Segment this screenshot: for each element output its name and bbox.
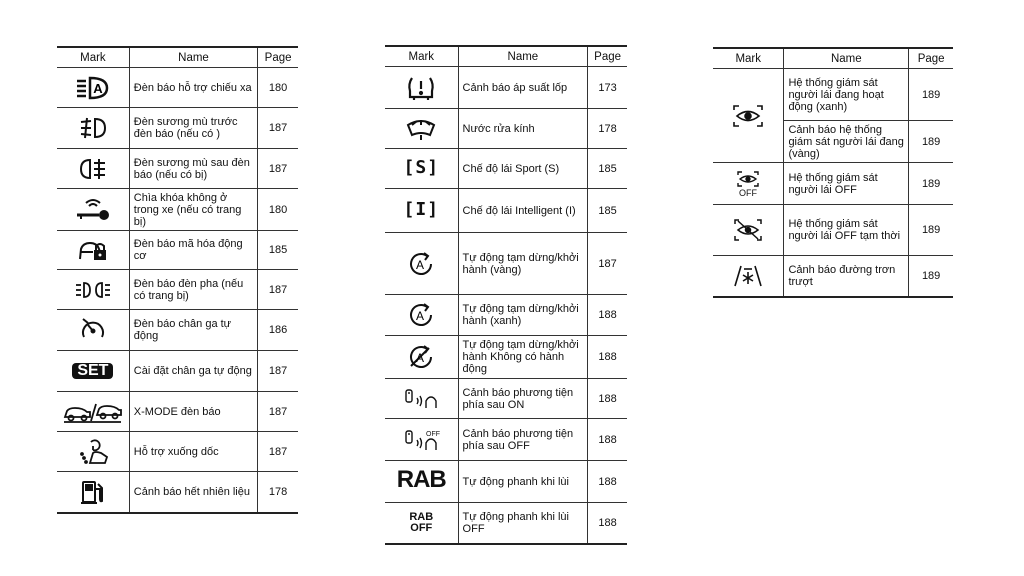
- table-row: [385, 419, 627, 461]
- table-cell-name: Cảnh báo áp suất lốp: [458, 67, 588, 109]
- table-cell-name: Đèn báo chân ga tự động: [129, 310, 257, 351]
- svg-text:A: A: [93, 80, 103, 96]
- table-row: [57, 270, 298, 310]
- table-cell-name: Tự động phanh khi lùi OFF: [458, 503, 588, 544]
- table-header: [385, 46, 627, 67]
- table-cell-page: 189: [909, 121, 953, 163]
- table-cell-name: Hệ thống giám sát người lái OFF: [784, 163, 909, 205]
- table-cell-page: 180: [258, 68, 298, 108]
- table-cell-name: Chìa khóa không ở trong xe (nếu có trang bị): [129, 189, 257, 231]
- table-cell-page: 173: [588, 67, 627, 109]
- off-label: OFF: [426, 430, 441, 438]
- table-row: [57, 392, 298, 432]
- table-cell-name: Hệ thống giám sát người lái OFF tạm thời: [784, 205, 909, 256]
- table-cell-page: 187: [258, 392, 298, 432]
- driver-monitoring-icon: [732, 104, 764, 128]
- table-cell-page: 188: [588, 461, 627, 503]
- table-cell-name: Đèn báo hỗ trợ chiếu xa: [129, 68, 257, 108]
- table-row: [57, 432, 298, 472]
- table-header: [713, 48, 953, 69]
- auto-stop-start-amber-icon: [407, 251, 435, 277]
- indicator-table-3: [713, 47, 953, 298]
- table-row: [57, 189, 298, 231]
- table-cell-page: 189: [909, 69, 953, 121]
- driver-monitoring-temp-off-icon: [733, 218, 763, 242]
- mark-header: Mark: [713, 48, 784, 69]
- page-header: Page: [588, 46, 627, 67]
- intelligent-mode-icon: [I]: [403, 198, 440, 220]
- table-cell-name: Hỗ trợ xuống dốc: [129, 432, 257, 472]
- table-row: [713, 256, 953, 297]
- hill-descent-icon: [77, 439, 109, 465]
- key-not-in-vehicle-icon: [75, 199, 111, 221]
- auto-stop-start-green-icon: [407, 302, 435, 328]
- table-cell-page: 189: [909, 256, 953, 297]
- table-cell-name: Cảnh báo hệ thống giám sát người lái đang (vàng): [784, 121, 909, 163]
- table-row: [385, 189, 627, 233]
- tire-pressure-icon: [406, 75, 436, 101]
- table-row: [57, 108, 298, 149]
- table-cell-name: Cảnh báo phương tiện phía sau OFF: [458, 419, 588, 461]
- auto-stop-start-off-icon: [407, 344, 435, 370]
- table-cell-name: X-MODE đèn báo: [129, 392, 257, 432]
- table-row: [57, 351, 298, 392]
- table-row: [385, 67, 627, 109]
- front-fog-light-icon: [79, 117, 107, 139]
- svg-text:A: A: [416, 351, 425, 365]
- name-header: Name: [129, 47, 257, 68]
- table-row: [385, 336, 627, 379]
- table-row: [385, 379, 627, 419]
- table-cell-name: Đèn sương mù sau đèn báo (nếu có bị): [129, 149, 257, 189]
- table-cell-name: Tự động phanh khi lùi: [458, 461, 588, 503]
- cruise-set-icon: SET: [72, 363, 113, 379]
- table-row: [385, 461, 627, 503]
- rear-fog-light-icon: [80, 158, 106, 180]
- name-header: Name: [458, 46, 588, 67]
- table-row: [385, 233, 627, 295]
- high-beam-assist-icon: [76, 76, 110, 100]
- table-cell-page: 187: [258, 149, 298, 189]
- table-cell-name: Đèn báo mã hóa động cơ: [129, 231, 257, 270]
- table-cell-page: 185: [588, 189, 627, 233]
- table-cell-page: 188: [588, 379, 627, 419]
- table-cell-page: 178: [588, 109, 627, 149]
- table-cell-page: 178: [258, 472, 298, 513]
- page-header: Page: [909, 48, 953, 69]
- svg-text:A: A: [416, 309, 425, 323]
- table-cell-page: 187: [258, 351, 298, 392]
- table-row: [57, 472, 298, 513]
- rear-vehicle-detection-on-icon: [404, 388, 438, 410]
- page-header: Page: [258, 47, 298, 68]
- low-fuel-icon: [81, 479, 105, 505]
- name-header: Name: [784, 48, 909, 69]
- table-cell-page: 187: [258, 108, 298, 149]
- table-row: [713, 163, 953, 205]
- sport-mode-icon: [S]: [403, 156, 440, 178]
- table-cell-page: 187: [258, 270, 298, 310]
- mark-header: Mark: [57, 47, 129, 68]
- table-cell-page: 185: [588, 149, 627, 189]
- table-cell-name: Cảnh báo hết nhiên liệu: [129, 472, 257, 513]
- x-mode-icon: [63, 401, 123, 423]
- table-row: [385, 295, 627, 336]
- table-row: [57, 310, 298, 351]
- table-cell-name: Cài đặt chân ga tự động: [129, 351, 257, 392]
- table-cell-page: 187: [258, 432, 298, 472]
- table-row: [57, 68, 298, 108]
- table-cell-name: Tự động tạm dừng/khởi hành (vàng): [458, 233, 588, 295]
- table-row: [385, 109, 627, 149]
- table-cell-page: 189: [909, 205, 953, 256]
- immobilizer-icon: [78, 239, 108, 261]
- table-cell-name: Cảnh báo phương tiện phía sau ON: [458, 379, 588, 419]
- driver-monitoring-off-icon: [735, 170, 761, 198]
- slippery-road-icon: [733, 263, 763, 289]
- table-cell-name: Chế độ lái Intelligent (I): [458, 189, 588, 233]
- table-header: [57, 47, 298, 68]
- reverse-auto-brake-icon: RAB: [396, 465, 446, 493]
- table-cell-page: 188: [588, 419, 627, 461]
- table-cell-page: 188: [588, 295, 627, 336]
- table-cell-name: Hệ thống giám sát người lái đang hoạt động (xanh): [784, 69, 909, 121]
- rab-label: RAB: [409, 510, 434, 523]
- indicator-table-2: [385, 45, 627, 545]
- headlight-indicator-icon: [75, 281, 111, 299]
- table-row: [713, 205, 953, 256]
- table-cell-name: Đèn sương mù trước đèn báo (nếu có ): [129, 108, 257, 149]
- mark-header: Mark: [385, 46, 458, 67]
- table-cell-page: 187: [588, 233, 627, 295]
- off-label: OFF: [410, 521, 433, 534]
- cruise-control-icon: [79, 317, 107, 343]
- table-cell-page: 189: [909, 163, 953, 205]
- reverse-auto-brake-off-icon: [409, 512, 433, 534]
- rear-vehicle-detection-off-icon: [404, 428, 441, 452]
- off-label: OFF: [739, 187, 758, 198]
- svg-text:A: A: [416, 257, 425, 272]
- table-cell-page: 188: [588, 336, 627, 379]
- table-cell-name: Cảnh báo đường trơn trượt: [784, 256, 909, 297]
- table-cell-page: 180: [258, 189, 298, 231]
- indicator-table-1: [57, 46, 298, 514]
- table-row: [385, 503, 627, 544]
- table-cell-name: Tự động tạm dừng/khởi hành Không có hành động: [458, 336, 588, 379]
- table-cell-name: Đèn báo đèn pha (nếu có trang bị): [129, 270, 257, 310]
- table-cell-name: Nước rửa kính: [458, 109, 588, 149]
- table-row: [57, 231, 298, 270]
- washer-fluid-icon: [406, 117, 436, 141]
- table-cell-page: 185: [258, 231, 298, 270]
- table-row: [385, 149, 627, 189]
- table-row: [57, 149, 298, 189]
- table-row: [713, 69, 953, 121]
- table-cell-page: 186: [258, 310, 298, 351]
- table-cell-page: 188: [588, 503, 627, 544]
- table-cell-name: Tự động tạm dừng/khởi hành (xanh): [458, 295, 588, 336]
- table-cell-name: Chế độ lái Sport (S): [458, 149, 588, 189]
